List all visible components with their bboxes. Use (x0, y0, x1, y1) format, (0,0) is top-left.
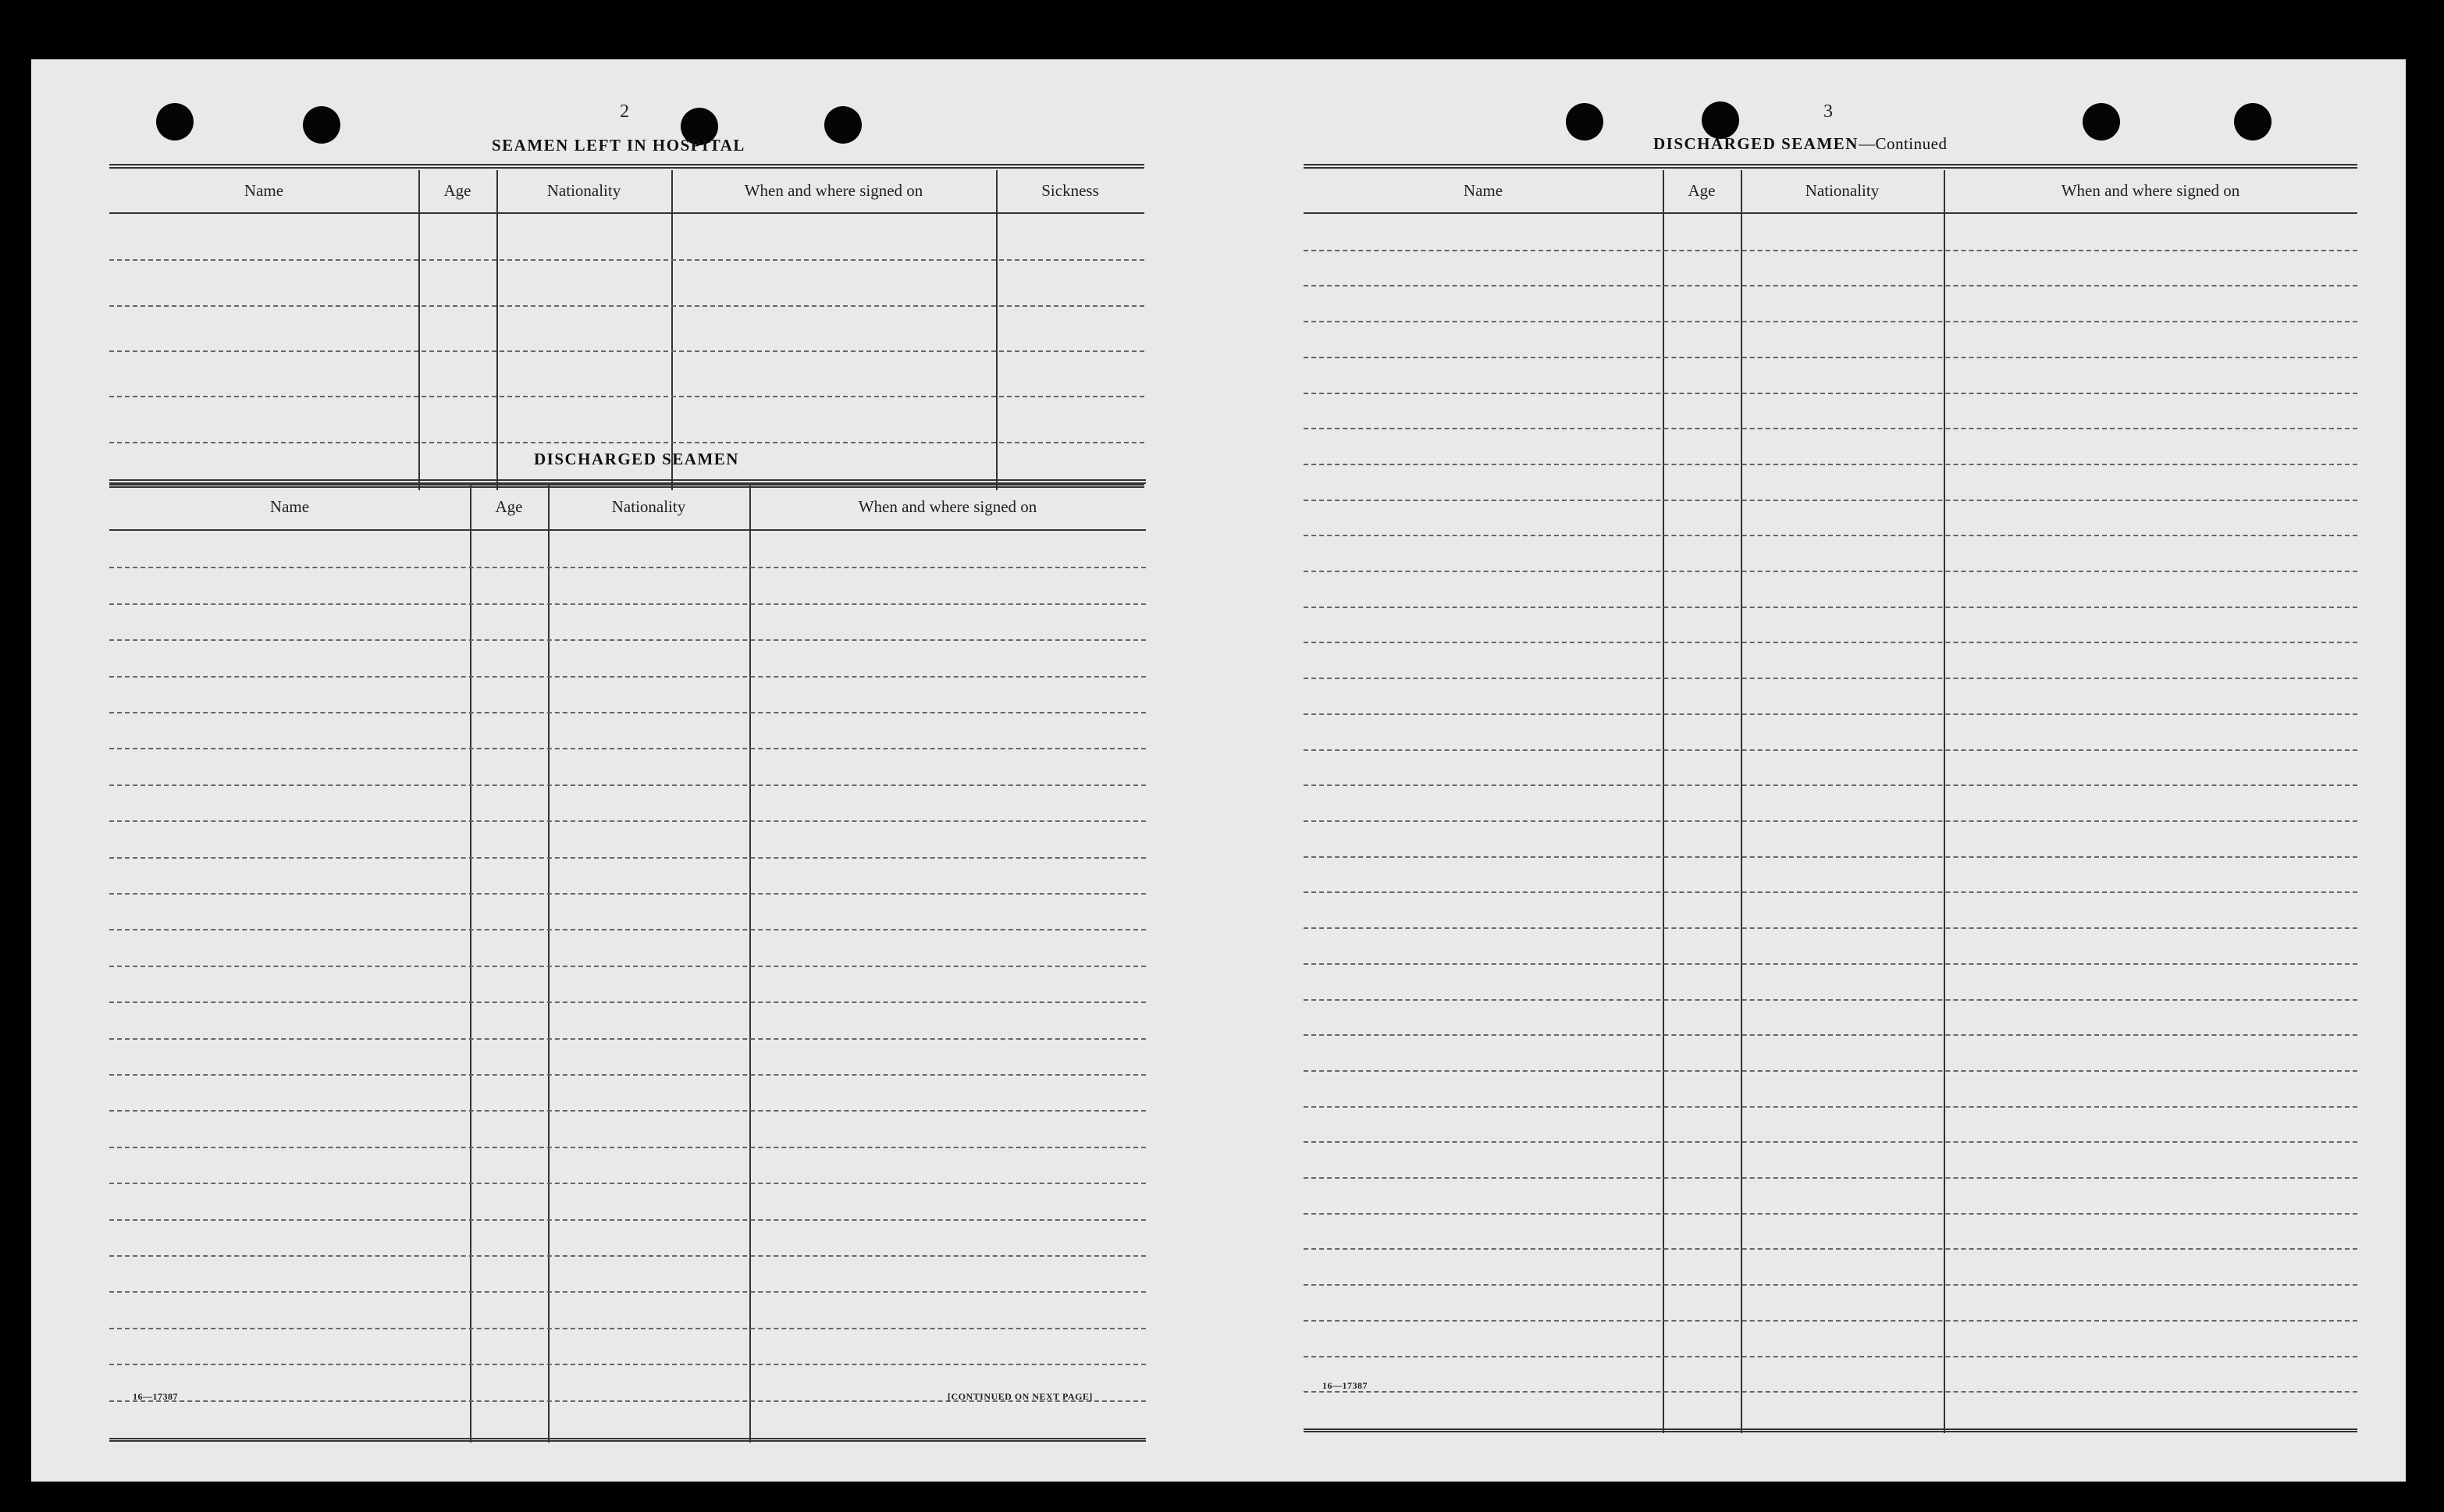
table-row (1304, 1284, 2357, 1286)
table-row (109, 712, 1146, 713)
table-row (109, 748, 1146, 749)
table-row (109, 567, 1146, 568)
table-row (1304, 963, 2357, 965)
table-row (109, 639, 1146, 641)
table-row (109, 676, 1146, 678)
punch-hole (303, 106, 340, 144)
table-row (1304, 1320, 2357, 1322)
table-row (109, 1219, 1146, 1221)
punch-hole (1702, 101, 1739, 139)
table-row (1304, 1213, 2357, 1215)
table-row (1304, 856, 2357, 858)
table-row (1304, 1106, 2357, 1108)
table-row (1304, 820, 2357, 822)
column-header-sickness: Sickness (1041, 180, 1099, 200)
table-row (109, 603, 1146, 605)
table-row (1304, 927, 2357, 929)
table-row (1304, 1248, 2357, 1250)
column-header-nationality: Nationality (611, 496, 686, 516)
table-row (109, 1291, 1146, 1293)
title-text: DISCHARGED SEAMEN (1653, 134, 1859, 153)
discharged-table-right (1304, 164, 2357, 1433)
hospital-section-title: SEAMEN LEFT IN HOSPITAL (492, 136, 745, 155)
hospital-table (109, 164, 1144, 490)
table-row (1304, 642, 2357, 643)
column-header-age: Age (443, 180, 471, 200)
table-row (1304, 571, 2357, 572)
column-header-name: Name (269, 496, 310, 516)
table-row (109, 442, 1144, 443)
table-row (109, 1364, 1146, 1365)
discharged-table-left (109, 479, 1146, 1443)
continued-note: [CONTINUED ON NEXT PAGE] (948, 1391, 1093, 1402)
column-header-age: Age (495, 496, 523, 516)
table-row (109, 1001, 1146, 1003)
table-row (109, 1074, 1146, 1076)
column-header-name: Name (1463, 180, 1503, 200)
table-row (109, 1038, 1146, 1040)
page-number-right: 3 (1823, 101, 1833, 122)
table-row (1304, 250, 2357, 251)
table-row (109, 966, 1146, 967)
punch-hole (2083, 103, 2120, 141)
table-row (1304, 1356, 2357, 1357)
page-number-left: 2 (620, 101, 629, 122)
punch-hole (824, 106, 862, 144)
table-row (1304, 428, 2357, 429)
table-row (109, 893, 1146, 895)
table-row (109, 305, 1144, 307)
column-header-age: Age (1688, 180, 1716, 200)
table-row (109, 1328, 1146, 1329)
table-row (1304, 713, 2357, 715)
table-row (1304, 285, 2357, 286)
table-row (1304, 749, 2357, 751)
table-row (1304, 393, 2357, 394)
column-header-signed-on: When and where signed on (2061, 180, 2240, 200)
table-row (109, 259, 1144, 261)
punch-hole (156, 103, 194, 141)
column-header-signed-on: When and where signed on (744, 180, 923, 200)
column-header-signed-on: When and where signed on (858, 496, 1037, 516)
punch-hole (1566, 103, 1603, 141)
table-row (109, 929, 1146, 930)
table-row (1304, 1070, 2357, 1072)
punch-hole (2234, 103, 2271, 141)
table-row (1304, 464, 2357, 465)
column-header-nationality: Nationality (546, 180, 621, 200)
table-row (1304, 607, 2357, 608)
table-row (1304, 891, 2357, 893)
table-row (1304, 678, 2357, 679)
table-row (109, 857, 1146, 859)
table-row (1304, 321, 2357, 322)
form-number-left: 16—17387 (133, 1391, 178, 1402)
title-suffix: —Continued (1858, 134, 1948, 153)
table-row (1304, 1177, 2357, 1179)
table-row (1304, 1141, 2357, 1143)
column-header-name: Name (244, 180, 284, 200)
table-row (109, 1255, 1146, 1257)
table-row (1304, 500, 2357, 501)
table-row (109, 1110, 1146, 1112)
discharged-continued-title (1653, 134, 1947, 154)
table-row (109, 820, 1146, 822)
form-sheet (31, 59, 2406, 1482)
table-row (1304, 535, 2357, 536)
table-row (109, 396, 1144, 397)
table-row (1304, 1391, 2357, 1393)
table-row (1304, 784, 2357, 786)
table-row (109, 350, 1144, 352)
table-row (109, 1147, 1146, 1148)
column-header-nationality: Nationality (1805, 180, 1880, 200)
table-row (109, 1183, 1146, 1184)
table-row (1304, 357, 2357, 358)
table-row (1304, 1034, 2357, 1036)
table-row (109, 784, 1146, 786)
table-row (1304, 999, 2357, 1001)
discharged-section-title: DISCHARGED SEAMEN (534, 450, 739, 468)
form-number-right: 16—17387 (1322, 1380, 1368, 1391)
